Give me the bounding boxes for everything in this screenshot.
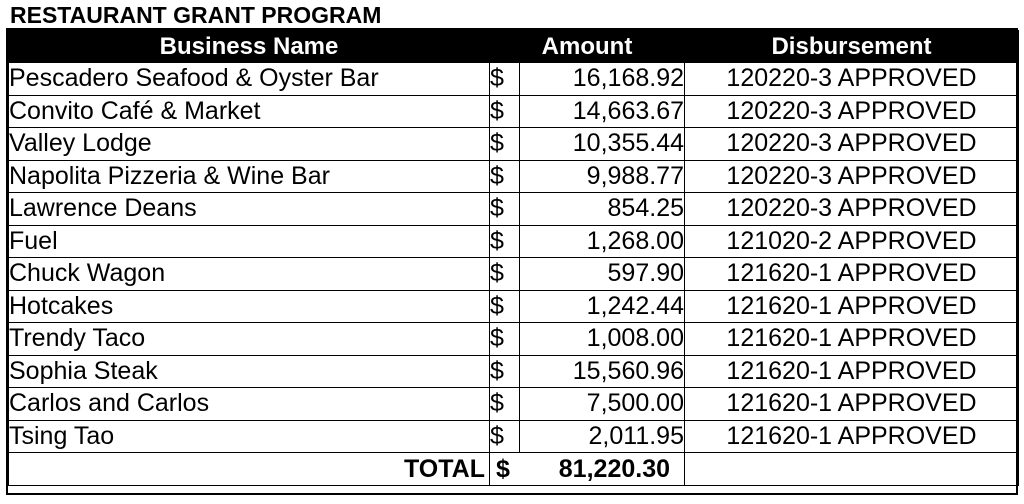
table-header-row [9, 31, 1019, 63]
business-name-cell: Valley Lodge [9, 128, 490, 161]
table-row [9, 193, 1019, 226]
amount-cell: 1,242.44 [520, 290, 685, 323]
amount-cell: 15,560.96 [520, 355, 685, 388]
amount-cell: 16,168.92 [520, 63, 685, 96]
currency-symbol-cell: $ [490, 420, 520, 453]
table-row [9, 290, 1019, 323]
document-title: RESTAURANT GRANT PROGRAM [10, 2, 382, 28]
currency-symbol-cell: $ [490, 323, 520, 356]
disbursement-cell: 121620-1 APPROVED [685, 290, 1019, 323]
table-row [9, 388, 1019, 421]
currency-symbol-cell: $ [490, 355, 520, 388]
disbursement-cell: 121620-1 APPROVED [685, 323, 1019, 356]
currency-symbol-cell: $ [490, 63, 520, 96]
amount-cell: 1,008.00 [520, 323, 685, 356]
disbursement-cell: 121020-2 APPROVED [685, 225, 1019, 258]
grant-table [8, 30, 1019, 486]
business-name-cell: Convito Café & Market [9, 95, 490, 128]
total-amount: 81,220.30 [520, 453, 685, 486]
total-row [9, 453, 1019, 486]
amount-cell: 14,663.67 [520, 95, 685, 128]
business-name-cell: Lawrence Deans [9, 193, 490, 226]
table-row [9, 323, 1019, 356]
business-name-cell: Sophia Steak [9, 355, 490, 388]
disbursement-cell: 120220-3 APPROVED [685, 128, 1019, 161]
currency-symbol-cell: $ [490, 193, 520, 226]
table-row [9, 128, 1019, 161]
table-row [9, 95, 1019, 128]
amount-cell: 597.90 [520, 258, 685, 291]
business-name-cell: Tsing Tao [9, 420, 490, 453]
total-currency-symbol: $ [490, 453, 520, 486]
table-row [9, 225, 1019, 258]
table-body [9, 63, 1019, 453]
currency-symbol-cell: $ [490, 225, 520, 258]
amount-cell: 10,355.44 [520, 128, 685, 161]
currency-symbol-cell: $ [490, 160, 520, 193]
disbursement-cell: 121620-1 APPROVED [685, 355, 1019, 388]
business-name-cell: Napolita Pizzeria & Wine Bar [9, 160, 490, 193]
currency-symbol-cell: $ [490, 388, 520, 421]
business-name-cell: Trendy Taco [9, 323, 490, 356]
header-business-name: Business Name [9, 31, 490, 63]
amount-cell: 1,268.00 [520, 225, 685, 258]
business-name-cell: Fuel [9, 225, 490, 258]
header-disbursement: Disbursement [685, 31, 1019, 63]
amount-cell: 7,500.00 [520, 388, 685, 421]
disbursement-cell: 120220-3 APPROVED [685, 95, 1019, 128]
amount-cell: 9,988.77 [520, 160, 685, 193]
disbursement-cell: 121620-1 APPROVED [685, 388, 1019, 421]
table-row [9, 355, 1019, 388]
header-amount: Amount [490, 31, 685, 63]
currency-symbol-cell: $ [490, 258, 520, 291]
disbursement-cell: 120220-3 APPROVED [685, 160, 1019, 193]
table-row [9, 160, 1019, 193]
amount-cell: 854.25 [520, 193, 685, 226]
total-label: TOTAL [9, 453, 490, 486]
disbursement-cell: 121620-1 APPROVED [685, 420, 1019, 453]
currency-symbol-cell: $ [490, 290, 520, 323]
currency-symbol-cell: $ [490, 128, 520, 161]
business-name-cell: Pescadero Seafood & Oyster Bar [9, 63, 490, 96]
disbursement-cell: 120220-3 APPROVED [685, 193, 1019, 226]
disbursement-cell: 120220-3 APPROVED [685, 63, 1019, 96]
table-row [9, 420, 1019, 453]
currency-symbol-cell: $ [490, 95, 520, 128]
amount-cell: 2,011.95 [520, 420, 685, 453]
business-name-cell: Hotcakes [9, 290, 490, 323]
business-name-cell: Carlos and Carlos [9, 388, 490, 421]
total-disbursement [685, 453, 1019, 486]
table-row [9, 258, 1019, 291]
disbursement-cell: 121620-1 APPROVED [685, 258, 1019, 291]
business-name-cell: Chuck Wagon [9, 258, 490, 291]
table-row [9, 63, 1019, 96]
